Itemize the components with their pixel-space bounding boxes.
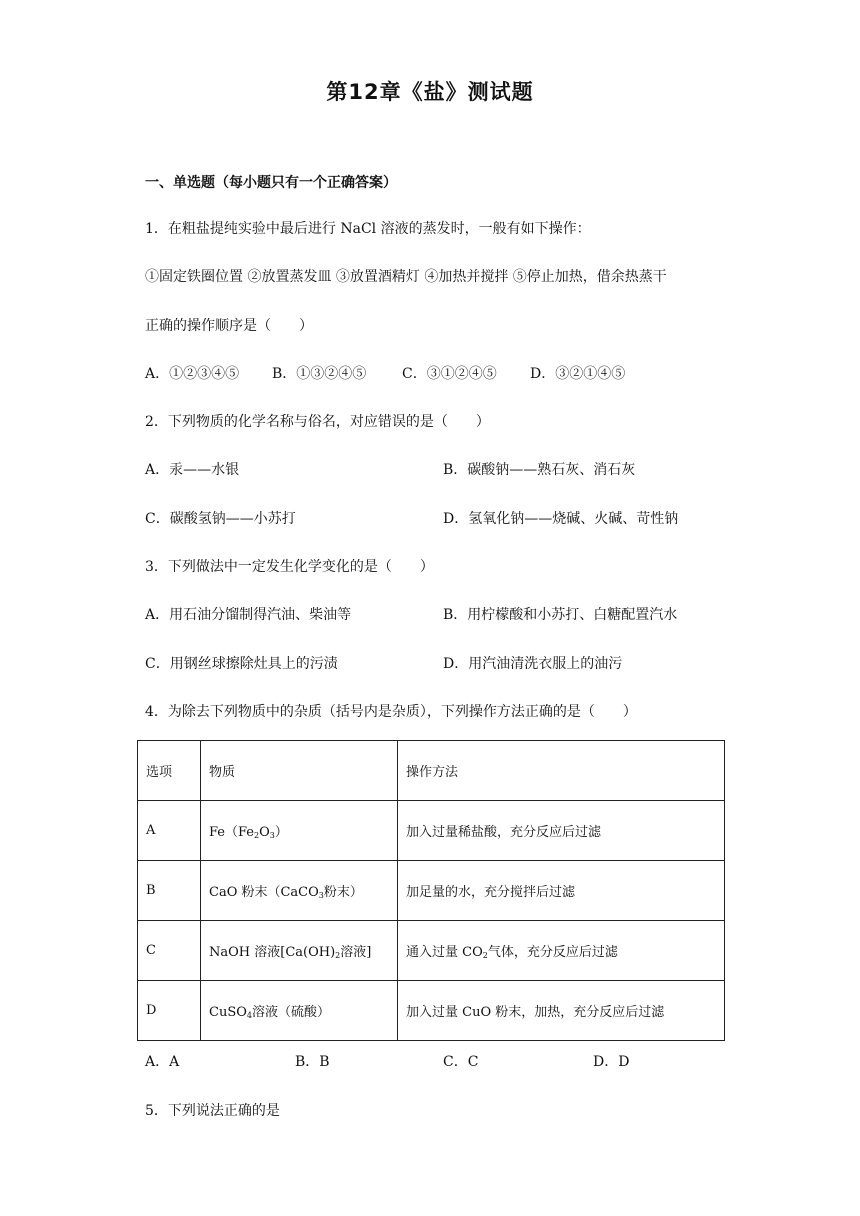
q3-option-d[interactable]: D．用汽油清洗衣服上的油污 (443, 656, 623, 672)
table-cell-substance: CuSO$_4$溶液（硫酸） (201, 981, 398, 1041)
table-cell-method: 加入过量 CuO 粉末，加热，充分反应后过滤 (398, 981, 725, 1041)
table-header-option: 选项 (138, 741, 201, 801)
q4-option-b[interactable]: B．B (295, 1054, 330, 1070)
table-row (138, 921, 725, 981)
q4-stem: 4．为除去下列物质中的杂质（括号内是杂质），下列操作方法正确的是（ ） (145, 704, 637, 720)
q2-option-c[interactable]: C．碳酸氢钠——小苏打 (145, 511, 296, 527)
table-cell-method: 通入过量 $CO_2$气体，充分反应后过滤 (398, 921, 725, 981)
table-cell-option: C (138, 921, 201, 981)
q3-option-b[interactable]: B．用柠檬酸和小苏打、白糖配置汽水 (443, 607, 678, 623)
table-header-substance: 物质 (201, 741, 398, 801)
table-header-method: 操作方法 (398, 741, 725, 801)
table-cell-option: D (138, 981, 201, 1041)
q4-option-c[interactable]: C．C (443, 1054, 479, 1070)
q1-option-b[interactable]: B．①③②④⑤ (272, 366, 367, 382)
q3-stem: 3．下列做法中一定发生化学变化的是（ ） (145, 559, 434, 575)
table-cell-method: 加入过量稀盐酸，充分反应后过滤 (398, 801, 725, 861)
q4-option-a[interactable]: A．A (145, 1054, 180, 1070)
q2-option-a[interactable]: A．汞——水银 (145, 462, 240, 478)
q1-option-a[interactable]: A．①②③④⑤ (145, 366, 240, 382)
q2-stem: 2．下列物质的化学名称与俗名，对应错误的是（ ） (145, 414, 490, 430)
q4-option-d[interactable]: D．D (593, 1054, 630, 1070)
q1-steps: ①固定铁圈位置 ②放置蒸发皿 ③放置酒精灯 ④加热并搅拌 ⑤停止加热，借余热蒸干 (145, 269, 667, 285)
table-cell-substance: CaO 粉末（CaCO$_3$粉末） (201, 861, 398, 921)
q3-option-a[interactable]: A．用石油分馏制得汽油、柴油等 (145, 607, 352, 623)
q2-option-b[interactable]: B．碳酸钠——熟石灰、消石灰 (443, 462, 636, 478)
table-header-row (138, 741, 725, 801)
table-row (138, 801, 725, 861)
q5-stem: 5．下列说法正确的是 (145, 1103, 280, 1119)
q1-stem: 1．在粗盐提纯实验中最后进行 NaCl 溶液的蒸发时，一般有如下操作： (145, 221, 591, 237)
q4-table (137, 740, 725, 1041)
table-cell-substance: $Fe(Fe_2O_3)$ (201, 801, 398, 861)
section-heading: 一、单选题（每小题只有一个正确答案） (145, 175, 397, 191)
table-row (138, 981, 725, 1041)
table-row (138, 861, 725, 921)
q3-option-c[interactable]: C．用钢丝球擦除灶具上的污渍 (145, 656, 338, 672)
q2-option-d[interactable]: D．氢氧化钠——烧碱、火碱、苛性钠 (443, 511, 679, 527)
table-cell-option: B (138, 861, 201, 921)
q1-prompt: 正确的操作顺序是（ ） (145, 318, 313, 334)
page-title: 第12章《盐》测试题 (326, 80, 534, 104)
q1-option-c[interactable]: C．③①②④⑤ (402, 366, 497, 382)
q1-option-d[interactable]: D．③②①④⑤ (530, 366, 626, 382)
table-cell-substance: NaOH 溶液[$Ca(OH)_2$溶液] (201, 921, 398, 981)
table-cell-option: A (138, 801, 201, 861)
table-cell-method: 加足量的水，充分搅拌后过滤 (398, 861, 725, 921)
